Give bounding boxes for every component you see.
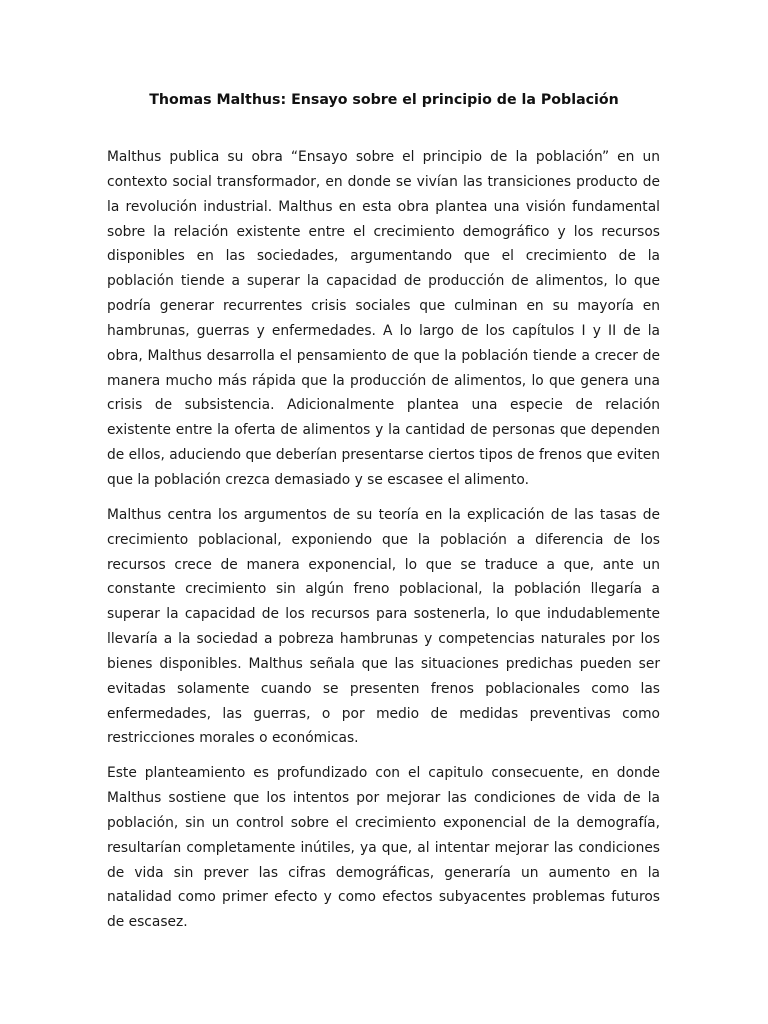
paragraph-3: Este planteamiento es profundizado con el capitulo consecuente, en donde Malthus sostiene que los intentos por mejorar las condiciones de vida de la población, sin un control sobre el crecimiento exponencial de la demografía, resultarían completamente inútiles, ya que, al intentar mejorar las condiciones de vida sin prever las cifras demográficas, generaría un aumento en la natalidad como primer efecto y como efectos subyacentes problemas futuros de escasez.: [107, 765, 660, 931]
document-title: Thomas Malthus: Ensayo sobre el principio de la Población: [149, 92, 619, 108]
paragraph-1: Malthus publica su obra “Ensayo sobre el principio de la población” en un contexto social transformador, en donde se vivían las transiciones producto de la revolución industrial. Malthus en esta obra plantea una visión fundamental sobre la relación existente entre el crecimiento demográfico y los recursos disponibles en las sociedades, argumentando que el crecimiento de la población tiende a superar la capacidad de producción de alimentos, lo que podría generar recurrentes crisis sociales que culminan en su mayoría en hambrunas, guerras y enfermedades. A lo largo de los capítulos I y II de la obra, Malthus desarrolla el pensamiento de que la población tiende a crecer de manera mucho más rápida que la producción de alimentos, lo que genera una crisis de subsistencia. Adicionalmente plantea una especie de relación existente entre la oferta de alimentos y la cantidad de personas que dependen de ellos, aduciendo que deberían presentarse ciertos tipos de frenos que eviten que la población crezca demasiado y se escasee el alimento.: [107, 149, 660, 488]
document-body: [107, 145, 660, 935]
paragraph-2: Malthus centra los argumentos de su teoría en la explicación de las tasas de crecimiento poblacional, exponiendo que la población a diferencia de los recursos crece de manera exponencial, lo que se traduce a que, ante un constante crecimiento sin algún freno poblacional, la población llegaría a superar la capacidad de los recursos para sostenerla, lo que indudablemente llevaría a la sociedad a pobreza hambrunas y competencias naturales por los bienes disponibles. Malthus señala que las situaciones predichas pueden ser evitadas solamente cuando se presenten frenos poblacionales como las enfermedades, las guerras, o por medio de medidas preventivas como restricciones morales o económicas.: [107, 506, 660, 747]
